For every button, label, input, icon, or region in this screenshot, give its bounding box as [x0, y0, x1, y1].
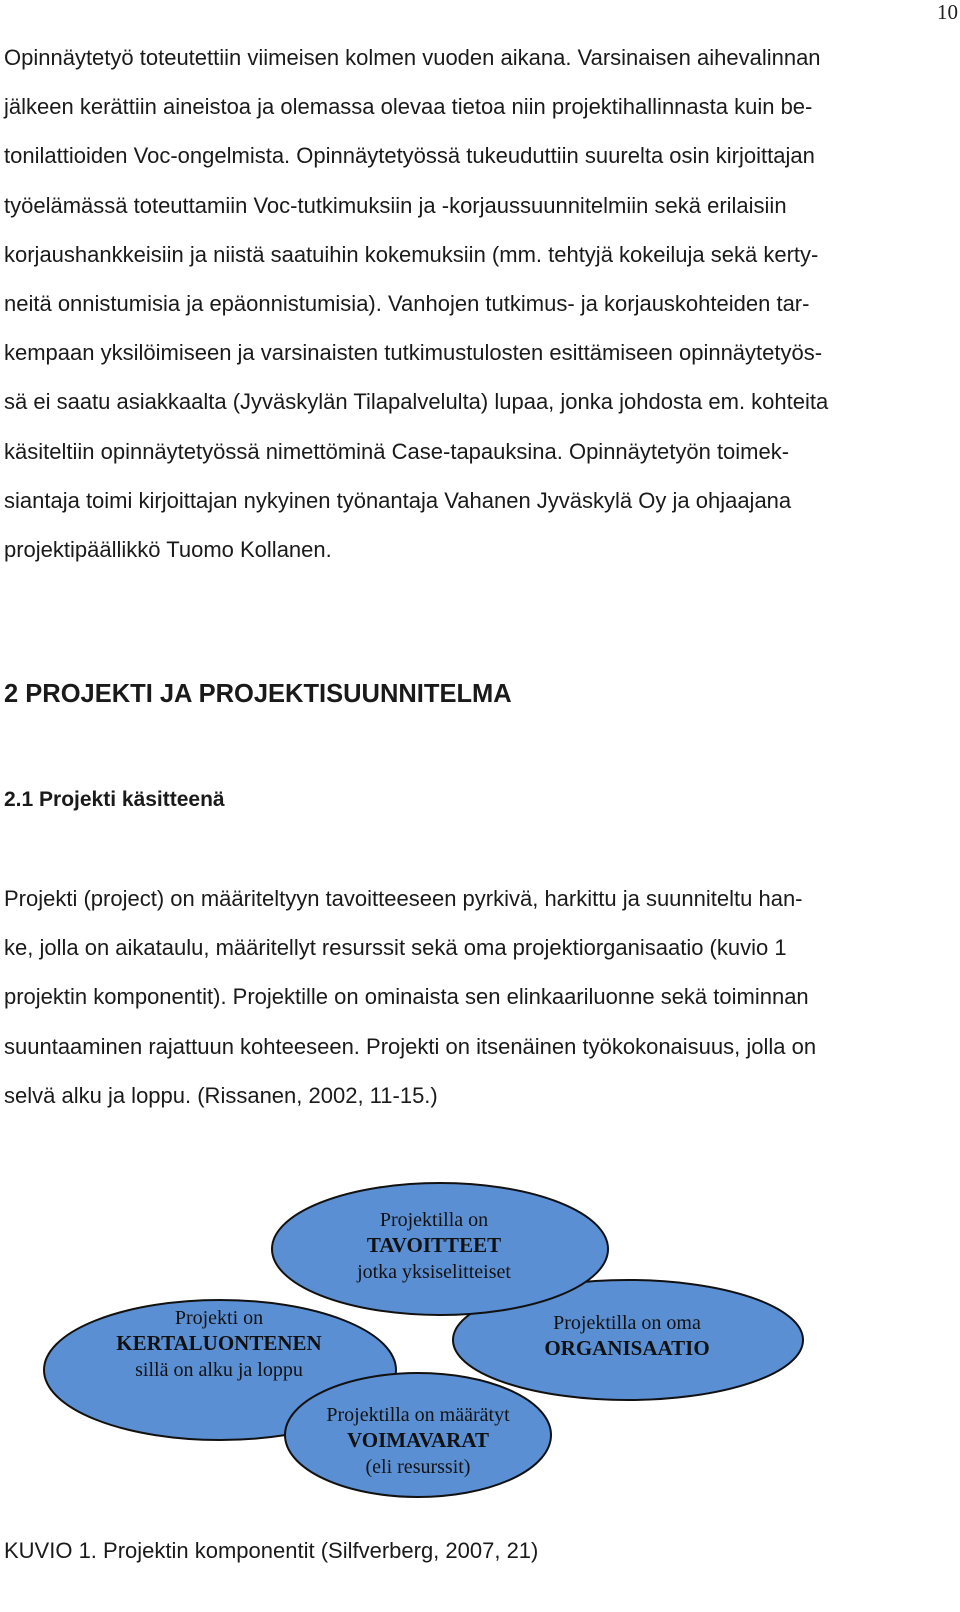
bottom-line3: (eli resurssit) [365, 1456, 471, 1478]
right-line1: Projektilla on oma [553, 1312, 701, 1334]
paragraph-intro [4, 33, 934, 574]
paragraph-line: suuntaaminen rajattuun kohteeseen. Projekti on itsenäinen työkokonaisuus, jolla on [4, 1033, 817, 1059]
paragraph-line: Projekti (project) on määriteltyyn tavoitteeseen pyrkivä, harkittu ja suunniteltu han- [4, 886, 803, 911]
paragraph-line: sä ei saatu asiakkaalta (Jyväskylän Tilapalvelulta) lupaa, jonka johdosta em. kohteita [4, 389, 829, 415]
figure-caption: KUVIO 1. Projektin komponentit (Silfverberg, 2007, 21) [4, 1538, 539, 1563]
top-line1: Projektilla on [379, 1209, 489, 1231]
paragraph-line: ke, jolla on aikataulu, määritellyt resurssit sekä oma projektiorganisaatio (kuvio 1 [4, 935, 787, 961]
paragraph-line: projektipäällikkö Tuomo Kollanen. [4, 537, 332, 563]
paragraph-line: työelämässä toteuttamiin Voc-tutkimuksiin ja -korjaussuunnitelmiin sekä erilaisiin [4, 192, 787, 218]
paragraph-line: Opinnäytetyö toteutettiin viimeisen kolmen vuoden aikana. Varsinaisen aihevalinnan [4, 45, 821, 70]
paragraph-line: siantaja toimi kirjoittajan nykyinen työnantaja Vahanen Jyväskylä Oy ja ohjaajana [4, 487, 792, 513]
left-line2: KERTALUONTENEN [116, 1331, 322, 1355]
right-line2: ORGANISAATIO [544, 1336, 710, 1360]
paragraph-project-definition [4, 874, 934, 1120]
paragraph-line: neitä onnistumisia ja epäonnistumisia). Vanhojen tutkimus- ja korjauskohteiden tar- [4, 291, 810, 317]
paragraph-line: jälkeen kerättiin aineistoa ja olemassa olevaa tietoa niin projektihallinnasta kuin be- [4, 94, 813, 120]
bottom-line1: Projektilla on määrätyt [326, 1404, 510, 1426]
paragraph-line: projektin komponentit). Projektille on ominaista sen elinkaariluonne sekä toiminnan [4, 984, 809, 1010]
top-line2: TAVOITTEET [366, 1233, 502, 1257]
bottom-line2: VOIMAVARAT [347, 1428, 489, 1452]
paragraph-line: selvä alku ja loppu. (Rissanen, 2002, 11-15.) [4, 1082, 438, 1108]
paragraph-line: käsiteltiin opinnäytetyössä nimettöminä Case-tapauksina. Opinnäytetyön toimek- [4, 438, 790, 464]
section-heading: 2.1 Projekti käsitteenä [4, 788, 225, 811]
left-line1: Projekti on [174, 1307, 264, 1329]
paragraph-line: kempaan yksilöimiseen ja varsinaisten tutkimustulosten esittämiseen opinnäytetyös- [4, 340, 823, 366]
left-line3: sillä on alku ja loppu [135, 1359, 303, 1381]
top-line3: jotka yksiselitteiset [357, 1261, 511, 1283]
paragraph-line: korjaushankkeisiin ja niistä saatuihin kokemuksiin (mm. tehtyjä kokeiluja sekä kerty- [4, 241, 819, 267]
page-number: 10 [937, 0, 958, 24]
chapter-heading: 2 PROJEKTI JA PROJEKTISUUNNITELMA [4, 680, 512, 708]
project-components-diagram [0, 1170, 960, 1500]
paragraph-line: tonilattioiden Voc-ongelmista. Opinnäytetyössä tukeuduttiin suurelta osin kirjoittajan [4, 143, 815, 169]
